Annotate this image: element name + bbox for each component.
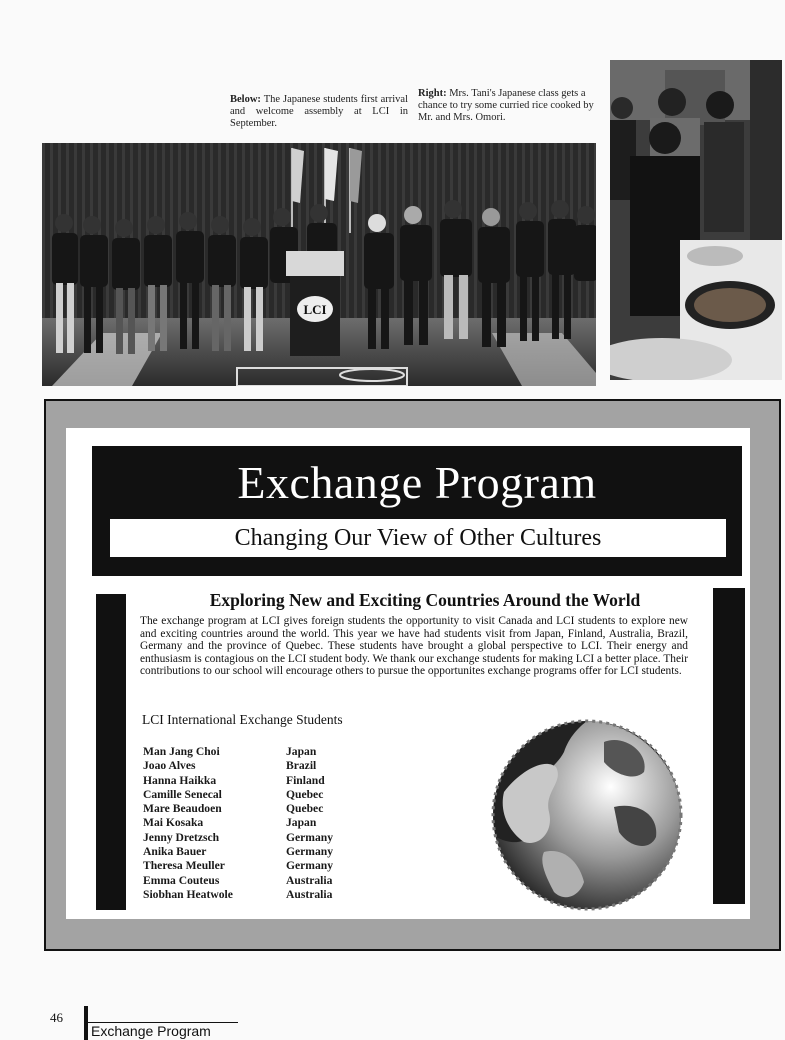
student-name: Mare Beaudoen (143, 802, 222, 816)
student-name: Emma Couteus (143, 873, 220, 887)
footer-section-label: Exchange Program (91, 1023, 211, 1039)
student-name: Jenny Dretzsch (143, 830, 220, 844)
student-country: Germany (286, 845, 334, 859)
left-accent-bar (96, 594, 126, 910)
article-body: The exchange program at LCI gives foreign students the opportunity to visit Canada and LCI students to explore new and exciting countries around the world. This year we have had students visit from Japan, Finland, Australia, Brazil, Germany and the province of Quebec. These students have brought a global perspective to LCI. Their energy and enthusiasm is contagious on the LCI student body. We thank our exchange students for making LCI a better place. Their contributions to our school will encourage others to pursue the opportunites exchange programs offer for LCI students. (140, 615, 688, 678)
student-name: Hanna Haikka (143, 773, 217, 787)
page-title: Exchange Program (237, 457, 597, 508)
cooking-photo (610, 60, 782, 380)
footer-rule-vertical (84, 1006, 88, 1040)
student-name: Mai Kosaka (143, 816, 204, 830)
globe-illustration (484, 712, 690, 918)
student-name: Joao Alves (143, 759, 196, 773)
student-country: Quebec (286, 802, 324, 816)
caption-below (230, 94, 408, 130)
student-country: Japan (286, 745, 317, 758)
caption-below-text: The Japanese students first arrival and welcome assembly at LCI in September. (230, 94, 408, 129)
caption-right-lead: Right: (418, 88, 447, 99)
caption-right (418, 88, 596, 124)
student-names-column (143, 745, 233, 902)
page-number: 46 (50, 1010, 63, 1025)
students-list-title: LCI International Exchange Students (142, 712, 343, 727)
article-heading: Exploring New and Exciting Countries Around the World (209, 590, 641, 610)
podium-logo: LCI (303, 302, 327, 317)
student-country: Australia (286, 873, 333, 887)
student-name: Theresa Meuller (143, 859, 225, 873)
student-country: Australia (286, 887, 333, 901)
student-country: Quebec (286, 787, 324, 801)
student-countries-column (286, 745, 333, 902)
caption-right-text: Mrs. Tani's Japanese class gets a chance to try some curried rice cooked by Mr. and Mrs. Omori. (418, 88, 594, 123)
student-country: Japan (286, 816, 317, 830)
student-country: Brazil (286, 759, 317, 773)
page-subtitle: Changing Our View of Other Cultures (110, 519, 726, 557)
student-name: Anika Bauer (143, 845, 207, 859)
student-name: Siobhan Heatwole (143, 887, 233, 901)
student-country: Germany (286, 859, 334, 873)
student-country: Germany (286, 830, 334, 844)
title-banner (92, 446, 742, 576)
student-name: Man Jang Choi (143, 745, 220, 758)
right-accent-bar (713, 588, 745, 904)
student-country: Finland (286, 773, 325, 787)
assembly-photo (42, 143, 596, 386)
student-name: Camille Senecal (143, 787, 222, 801)
caption-below-lead: Below: (230, 94, 261, 105)
